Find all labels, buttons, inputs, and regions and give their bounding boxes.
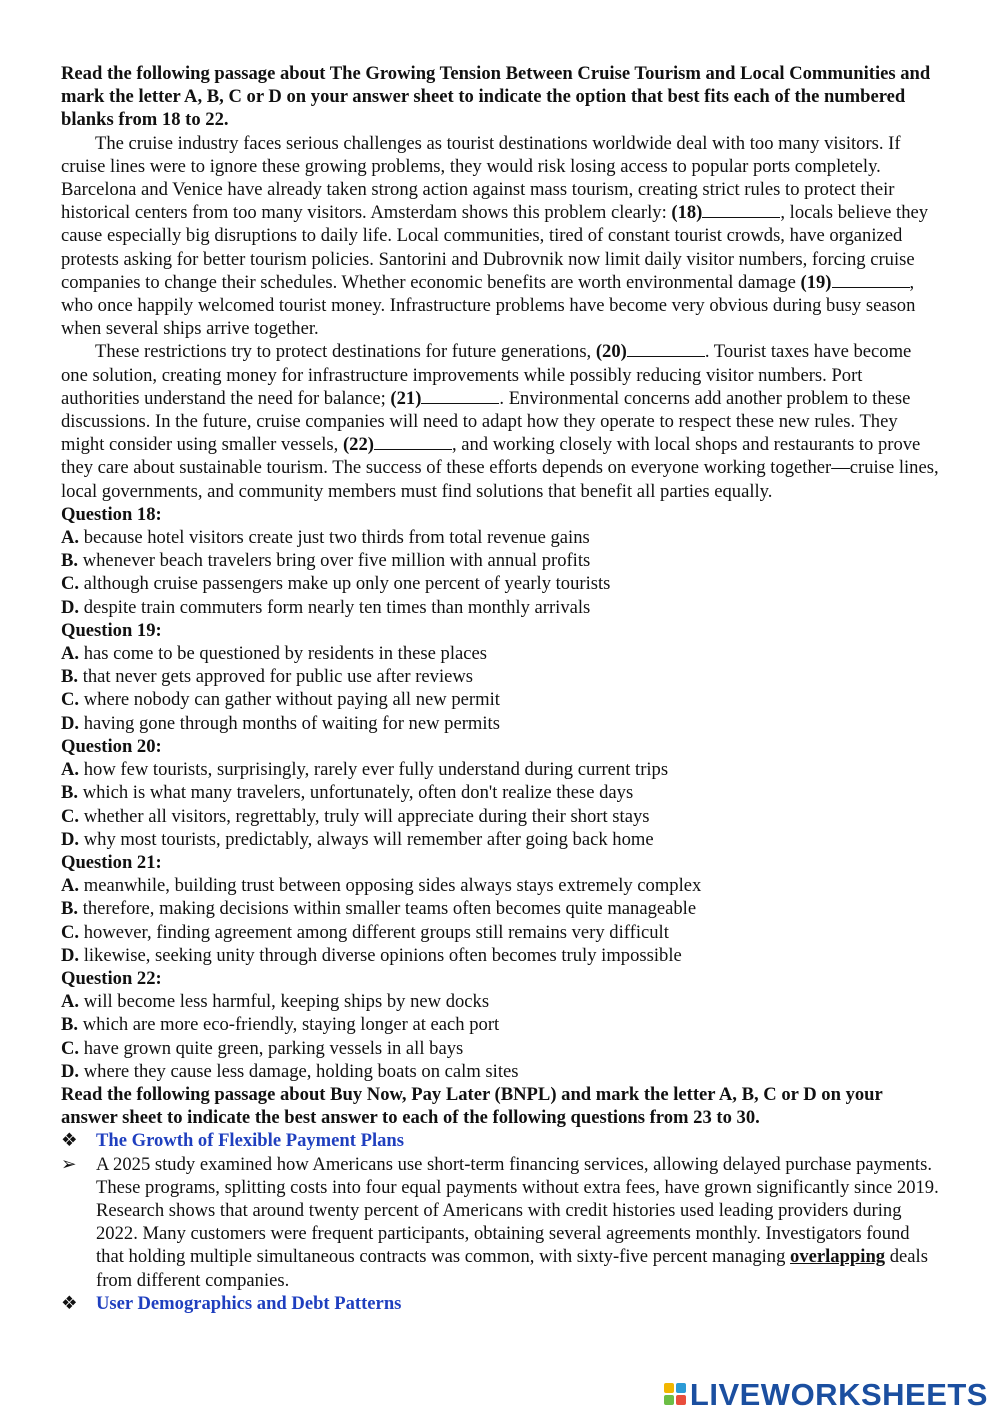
option-text: however, finding agreement among different groups still remains very difficult: [79, 921, 669, 943]
option-text: where they cause less damage, holding boats on calm sites: [79, 1060, 519, 1082]
answer-option[interactable]: [61, 758, 941, 781]
option-letter: D.: [61, 944, 80, 966]
answer-option[interactable]: [61, 1060, 941, 1083]
blank-21[interactable]: (21): [390, 388, 499, 409]
section-heading-row: [61, 1129, 941, 1152]
option-letter: A.: [61, 643, 80, 665]
option-text: likewise, seeking unity through diverse opinions often becomes truly impossible: [79, 944, 682, 966]
answer-option[interactable]: [61, 944, 941, 967]
section-heading: User Demographics and Debt Patterns: [96, 1292, 402, 1314]
option-text: which are more eco-friendly, staying longer at each port: [78, 1014, 500, 1036]
answer-option[interactable]: [61, 642, 941, 665]
answer-option[interactable]: [61, 990, 941, 1013]
option-letter: D.: [61, 828, 80, 850]
option-letter: A.: [61, 991, 80, 1013]
worksheet-page: [61, 62, 941, 1315]
text-run: . Tourist taxes have become one solution, creating money for infrastructure improvements while possibly reducing visitor numbers. Port authorities understand the need for balance;: [61, 341, 912, 409]
answer-option[interactable]: [61, 549, 941, 572]
liveworksheets-logo: [664, 1376, 988, 1412]
option-text: how few tourists, surprisingly, rarely ever fully understand during current trips: [79, 759, 669, 781]
option-letter: C.: [61, 805, 80, 827]
answer-option[interactable]: [61, 828, 941, 851]
text-run: , locals believe they cause especially big disruptions to daily life. Local communities, tired of constant tourist crowds, have organized protests asking for better tourism policies. Santorini and Dubrovnik now limit daily visitor numbers, forcing cruise companies to change their schedules. Whether economic benefits are worth environmental damage: [61, 202, 929, 293]
liveworksheets-logo-icon: [664, 1383, 686, 1405]
section-body-row: [61, 1153, 941, 1292]
option-text: because hotel visitors create just two thirds from total revenue gains: [79, 527, 590, 549]
option-letter: A.: [61, 759, 80, 781]
option-letter: C.: [61, 689, 80, 711]
answer-option[interactable]: [61, 1037, 941, 1060]
answer-option[interactable]: [61, 596, 941, 619]
blank-18[interactable]: (18): [671, 202, 780, 223]
option-text: whenever beach travelers bring over five million with annual profits: [78, 550, 591, 572]
option-letter: D.: [61, 596, 80, 618]
text-run: , who once happily welcomed tourist money. Infrastructure problems have become very obvious during busy season when several ships arrive together.: [61, 271, 916, 340]
option-text: whether all visitors, regrettably, truly will appreciate during their short stays: [79, 805, 650, 827]
option-letter: B.: [61, 782, 79, 804]
option-letter: D.: [61, 1060, 80, 1082]
text-run: These restrictions try to protect destinations for future generations,: [95, 341, 596, 363]
option-letter: C.: [61, 921, 80, 943]
question-label: Question 21:: [61, 851, 162, 873]
option-text: has come to be questioned by residents in these places: [79, 643, 487, 665]
option-text: therefore, making decisions within smaller teams often becomes quite manageable: [78, 898, 697, 920]
option-text: having gone through months of waiting for new permits: [79, 712, 500, 734]
answer-option[interactable]: [61, 526, 941, 549]
answer-option[interactable]: [61, 688, 941, 711]
answer-option[interactable]: [61, 572, 941, 595]
underlined-word: overlapping: [790, 1246, 886, 1268]
option-text: although cruise passengers make up only one percent of yearly tourists: [79, 573, 611, 595]
arrow-bullet-icon: ➢: [61, 1153, 77, 1175]
text-run: The cruise industry faces serious challenges as tourist destinations worldwide deal with too many visitors. If cruise lines were to ignore these growing problems, they would risk losing access to popular ports completely. Barcelona and Venice have already taken strong action against mass tourism, creating strict rules to protect their historical centers from too many visitors. Amsterdam shows this problem clearly:: [61, 132, 901, 224]
option-text: why most tourists, predictably, always will remember after going back home: [79, 828, 654, 850]
answer-option[interactable]: [61, 665, 941, 688]
question-label: Question 22:: [61, 967, 162, 989]
text-run: , and working closely with local shops and restaurants to prove they care about sustainable tourism. The success of these efforts depends on everyone working together—cruise lines, local governments, and community members must find solutions that benefit all parties equally.: [61, 434, 939, 502]
option-text: that never gets approved for public use after reviews: [78, 666, 474, 688]
question-label: Question 18:: [61, 503, 162, 525]
logo-text: LIVEWORKSHEETS: [689, 1376, 988, 1412]
option-letter: B.: [61, 550, 79, 572]
question-label: Question 19:: [61, 619, 162, 641]
text-run: . Environmental concerns add another problem to these discussions. In the future, cruise companies will need to adapt how they operate to respect these new rules. They might consider using smaller vessels,: [61, 387, 911, 456]
option-text: where nobody can gather without paying all new permit: [79, 689, 500, 711]
passage-paragraph-1: [61, 132, 941, 341]
option-letter: C.: [61, 573, 80, 595]
answer-option[interactable]: [61, 805, 941, 828]
question-list: [61, 503, 941, 1083]
option-letter: A.: [61, 875, 80, 897]
diamond-bullet-icon: ❖: [61, 1292, 78, 1314]
instructions-passage-2: Read the following passage about Buy Now, Pay Later (BNPL) and mark the letter A, B, C or D on your answer sheet to indicate the best answer to each of the following questions from 23 to 30.: [61, 1083, 883, 1129]
answer-option[interactable]: [61, 1013, 941, 1036]
section-body: A 2025 study examined how Americans use short-term financing services, allowing delayed purchase payments. These programs, splitting costs into four equal payments without extra fees, have grown significantly since 2019. Research shows that around twenty percent of Americans with credit histories used leading providers during 2022. Many customers were frequent participants, obtaining several agreements monthly. Investigators found that holding multiple simultaneous contracts was common, with sixty-five percent managing overlapping deals from different companies.: [96, 1153, 939, 1291]
option-text: will become less harmful, keeping ships by new docks: [79, 991, 490, 1013]
blank-20[interactable]: (20): [596, 341, 705, 362]
option-text: meanwhile, building trust between opposing sides always stays extremely complex: [79, 875, 702, 897]
option-letter: B.: [61, 666, 79, 688]
option-text: despite train commuters form nearly ten times than monthly arrivals: [79, 596, 591, 618]
question-label: Question 20:: [61, 735, 162, 757]
passage-paragraph-2: [61, 340, 941, 502]
option-letter: D.: [61, 712, 80, 734]
blank-22[interactable]: (22): [343, 434, 452, 455]
option-letter: C.: [61, 1037, 80, 1059]
blank-19[interactable]: (19): [801, 272, 910, 293]
instructions-passage-1: Read the following passage about The Growing Tension Between Cruise Tourism and Local Communities and mark the letter A, B, C or D on your answer sheet to indicate the option that best fits each of the numbered blanks from 18 to 22.: [61, 63, 931, 131]
answer-option[interactable]: [61, 897, 941, 920]
answer-option[interactable]: [61, 781, 941, 804]
option-letter: A.: [61, 527, 80, 549]
option-text: have grown quite green, parking vessels in all bays: [79, 1037, 464, 1059]
option-letter: B.: [61, 1014, 79, 1036]
answer-option[interactable]: [61, 874, 941, 897]
option-letter: B.: [61, 898, 79, 920]
option-text: which is what many travelers, unfortunately, often don't realize these days: [78, 782, 634, 804]
answer-option[interactable]: [61, 712, 941, 735]
section-heading-row: [61, 1292, 941, 1315]
answer-option[interactable]: [61, 921, 941, 944]
diamond-bullet-icon: ❖: [61, 1130, 78, 1152]
section-heading: The Growth of Flexible Payment Plans: [96, 1130, 404, 1152]
